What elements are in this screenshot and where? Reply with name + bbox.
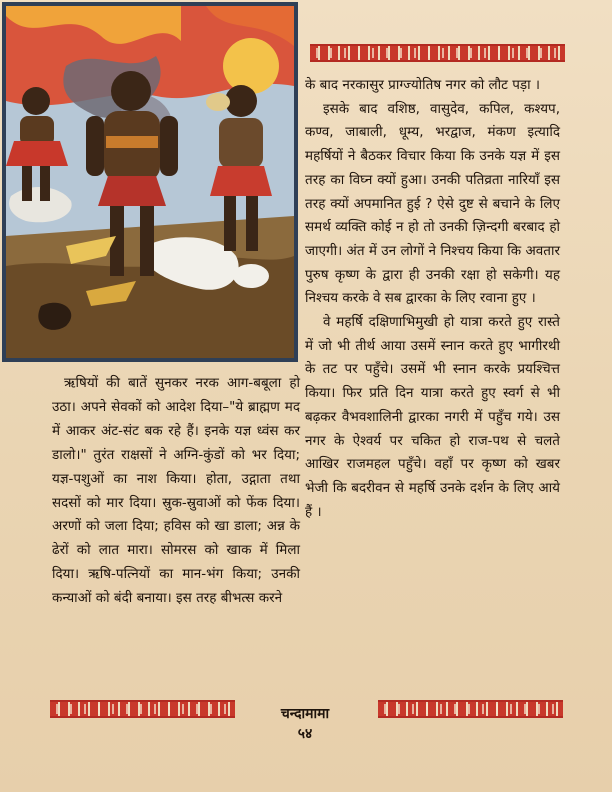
right-paragraph-2: इसके बाद वशिष्ठ, वासुदेव, कपिल, कश्यप, कण्व, जाबाली, धूम्य, भरद्वाज, मंकण इत्यादि महर्षियों ने बैठकर विचार किया कि उनके यज्ञ में इस तरह का विघ्न क्यों हुआ। उनकी पतिव्रता नारियाँ इस तरह क्यों अपमानित हुई ? ऐसे दुष्ट से बचाने के लिए समर्थ व्यक्ति कोई न हो तो उनकी ज़िन्दगी बरबाद हो जाएगी। अंत में उन लोगों ने निश्चय किया कि अवतार पुरुष कृष्ण के द्वारा ही उनकी रक्षा हो सकेगी। यह निश्चय करके वे सब द्वारका के लिए रवाना हुए । (305, 100, 560, 307)
right-column-text (305, 74, 560, 524)
left-column-text (52, 372, 300, 611)
magazine-title: चन्दामामा (280, 706, 330, 722)
right-paragraph-1: के बाद नरकासुर प्राग्ज्योतिष नगर को लौट पड़ा । (305, 77, 541, 93)
illustration-demons-destroying-yagna (2, 2, 298, 362)
decorative-border-top (310, 44, 565, 62)
illustration-art (6, 6, 294, 358)
page-number: ५४ (297, 726, 313, 742)
decorative-border-bottom-right (378, 700, 563, 718)
left-paragraph-1: ऋषियों की बातें सुनकर नरक आग-बबूला हो उठा। अपने सेवकों को आदेश दिया–"ये ब्राह्मण मद में आकर अंट-संट बक रहे हैं। इनके यज्ञ ध्वंस कर डालो।" तुरंत राक्षसों ने अग्नि-कुंडों को भर दिया; यज्ञ-पशुओं का नाश किया। होता, उद्गाता तथा सदसों को मार दिया। स्रुक-स्रुवाओं को फेंक दिया। अरणों को जला दिया; हविस को खा डाला; अन्न के ढेरों को लात मारा। सोमरस को खाक में मिला दिया। ऋषि-पत्नियों का मान-भंग किया; उनकी कन्याओं को बंदी बनाया। इस तरह बीभत्स करने (52, 375, 300, 607)
decorative-border-bottom-left (50, 700, 235, 718)
right-paragraph-3: वे महर्षि दक्षिणाभिमुखी हो यात्रा करते हुए रास्ते में जो भी तीर्थ आया उसमें स्नान करते हुए भागीरथी के तट पर पहुँचे। उसमें भी स्नान करके प्रयश्चित्त किया। फिर प्रति दिन यात्रा करते हुए स्वर्ग से भी बढ़कर वैभवशालिनी द्वारका नगरी में पहुँच गये। उस नगर के ऐश्वर्य पर चकित हो राज-पथ से चलते आखिर राजमहल पहुँचे। वहाँ पर कृष्ण को खबर भेजी कि बदरीवन से महर्षि उनके दर्शन के लिए आये हैं । (305, 314, 560, 520)
